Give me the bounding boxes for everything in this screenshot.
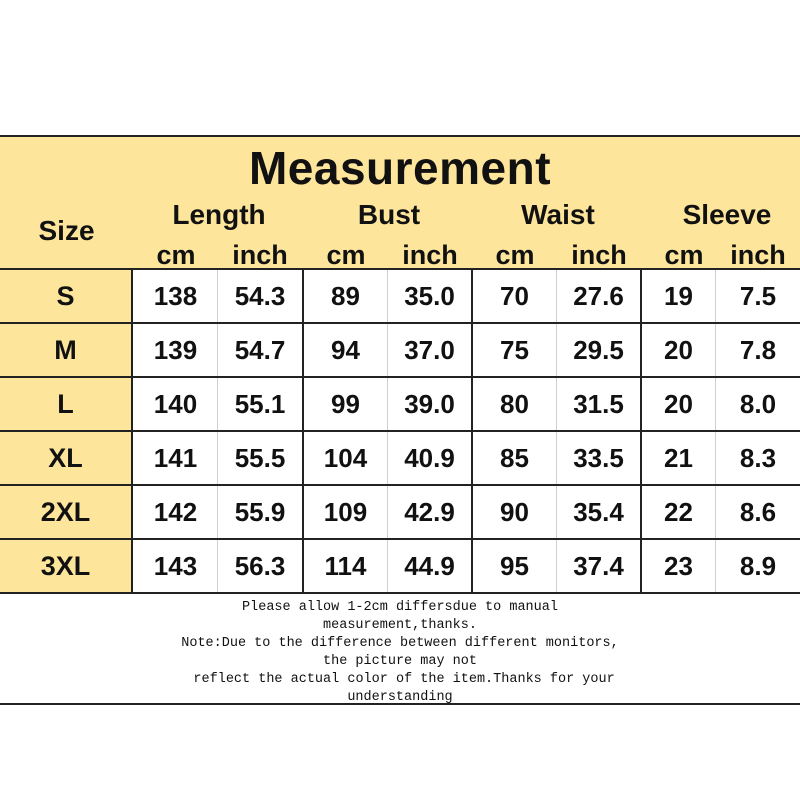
value-cell: 29.5 bbox=[557, 324, 642, 376]
group-header-sleeve: Sleeve bbox=[682, 199, 772, 230]
note-line: Please allow 1-2cm differsdue to manual bbox=[242, 600, 558, 615]
unit-header: inch bbox=[730, 240, 786, 270]
value-cell: 8.9 bbox=[739, 551, 777, 581]
value-cell: 94 bbox=[304, 324, 388, 376]
value-cell: 7.8 bbox=[739, 335, 777, 365]
value-cell: 55.1 bbox=[218, 378, 304, 430]
value-cell: 42.9 bbox=[388, 486, 473, 538]
value-cell: 56.3 bbox=[218, 540, 304, 592]
value-cell: 95 bbox=[473, 540, 557, 592]
value-cell: 104 bbox=[304, 432, 388, 484]
table-row bbox=[0, 540, 800, 594]
size-column-header: Size bbox=[38, 215, 95, 246]
value-cell: 19 bbox=[642, 270, 716, 322]
value-cell: 89 bbox=[304, 270, 388, 322]
size-cell: 2XL bbox=[0, 486, 133, 538]
value-cell: 31.5 bbox=[557, 378, 642, 430]
size-cell: XL bbox=[0, 432, 133, 484]
unit-header: inch bbox=[402, 240, 458, 270]
table-row bbox=[0, 432, 800, 486]
value-cell: 20 bbox=[642, 324, 716, 376]
table-row bbox=[0, 270, 800, 324]
value-cell: 27.6 bbox=[557, 270, 642, 322]
table-title: Measurement bbox=[248, 142, 552, 194]
value-cell: 54.7 bbox=[218, 324, 304, 376]
value-cell: 33.5 bbox=[557, 432, 642, 484]
value-cell: 23 bbox=[642, 540, 716, 592]
value-cell: 20 bbox=[642, 378, 716, 430]
value-cell: 37.4 bbox=[557, 540, 642, 592]
value-cell: 80 bbox=[473, 378, 557, 430]
group-header-length: Length bbox=[172, 199, 266, 230]
group-header-waist: Waist bbox=[521, 199, 595, 230]
value-cell: 114 bbox=[304, 540, 388, 592]
value-cell: 109 bbox=[304, 486, 388, 538]
value-cell: 139 bbox=[134, 324, 218, 376]
value-cell: 143 bbox=[134, 540, 218, 592]
group-header-bust: Bust bbox=[357, 199, 421, 230]
unit-header: inch bbox=[232, 240, 288, 270]
value-cell: 40.9 bbox=[388, 432, 473, 484]
value-cell: 90 bbox=[473, 486, 557, 538]
value-cell: 22 bbox=[642, 486, 716, 538]
value-cell: 44.9 bbox=[388, 540, 473, 592]
value-cell: 55.9 bbox=[218, 486, 304, 538]
value-cell: 35.0 bbox=[388, 270, 473, 322]
value-cell: 7.5 bbox=[739, 281, 777, 311]
value-cell: 21 bbox=[642, 432, 716, 484]
value-cell: 85 bbox=[473, 432, 557, 484]
size-cell: L bbox=[0, 378, 133, 430]
value-cell: 75 bbox=[473, 324, 557, 376]
value-cell: 37.0 bbox=[388, 324, 473, 376]
note-line: reflect the actual color of the item.Thanks for your bbox=[185, 672, 615, 687]
unit-header: cm bbox=[326, 240, 366, 270]
note-line: understanding bbox=[347, 690, 453, 705]
value-cell: 39.0 bbox=[388, 378, 473, 430]
value-cell: 142 bbox=[134, 486, 218, 538]
table-row bbox=[0, 378, 800, 432]
value-cell: 35.4 bbox=[557, 486, 642, 538]
value-cell: 55.5 bbox=[218, 432, 304, 484]
unit-header: cm bbox=[495, 240, 535, 270]
value-cell: 8.6 bbox=[739, 497, 777, 527]
note-line: measurement,thanks. bbox=[323, 618, 477, 633]
value-cell: 70 bbox=[473, 270, 557, 322]
value-cell: 54.3 bbox=[218, 270, 304, 322]
table-row bbox=[0, 324, 800, 378]
table-header bbox=[0, 135, 800, 270]
value-cell: 8.0 bbox=[739, 389, 777, 419]
note-line: Note:Due to the difference between different monitors, bbox=[181, 636, 619, 651]
unit-header: inch bbox=[571, 240, 627, 270]
value-cell: 99 bbox=[304, 378, 388, 430]
disclaimer-note bbox=[0, 597, 800, 705]
value-cell: 141 bbox=[134, 432, 218, 484]
size-cell: M bbox=[0, 324, 133, 376]
value-cell: 138 bbox=[134, 270, 218, 322]
unit-header: cm bbox=[156, 240, 196, 270]
value-cell: 8.3 bbox=[739, 443, 777, 473]
unit-header: cm bbox=[664, 240, 704, 270]
table-row bbox=[0, 486, 800, 540]
size-cell: S bbox=[0, 270, 133, 322]
note-line: the picture may not bbox=[323, 654, 477, 669]
value-cell: 140 bbox=[134, 378, 218, 430]
size-cell: 3XL bbox=[0, 540, 133, 592]
measurement-table bbox=[0, 135, 800, 705]
